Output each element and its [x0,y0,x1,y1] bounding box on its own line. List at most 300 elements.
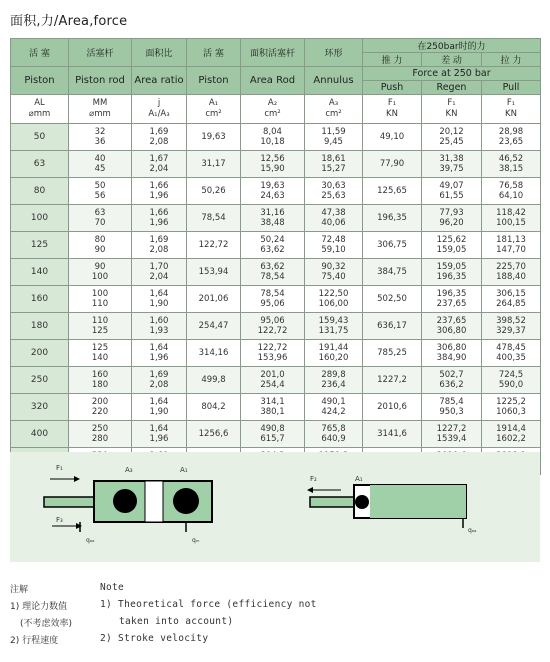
cell-piston: 320 [11,394,69,421]
cell-piston: 200 [11,340,69,367]
cell-a2 [241,367,305,394]
cell-regen [422,394,482,421]
cell-regen [422,232,482,259]
cell-value: 2,08 [149,380,169,390]
header-area-rod-cn: 面积活塞杆 [241,39,305,67]
cell-regen [422,151,482,178]
cell-pull [482,151,541,178]
cell-value: 289,8 [321,370,346,380]
unit-symbol: F₁ [447,98,456,108]
cell-value: 90 [94,262,106,272]
cell-regen [422,205,482,232]
table-row [11,232,541,259]
cell-value: 236,4 [321,380,346,390]
cell-pull [482,205,541,232]
unit-cell [241,95,305,124]
cell-value: 1,90 [149,407,169,417]
cell-pull [482,232,541,259]
cell-value: 200 [91,397,109,407]
cell-pull [482,394,541,421]
cell-value: 122,72 [257,326,288,336]
cell-value: 106,00 [318,299,349,309]
cell-rod [69,232,132,259]
unit-measure: ⌀mm [89,109,111,119]
cell-value: 25,63 [321,191,346,201]
cell-value: 1060,3 [496,407,526,417]
unit-measure: ⌀mm [28,109,51,119]
note-1-cn-sub: (不考虑效率) [20,619,73,629]
notes-heading-en: Note [100,582,125,593]
cell-value: 398,52 [496,316,526,326]
cell-value: 8,04 [263,127,282,137]
cell-value: 1,66 [149,181,169,191]
cell-a1: 254,47 [187,313,241,340]
cell-a2 [241,340,305,367]
cell-value: 424,2 [321,407,346,417]
cell-value: 70 [94,218,106,228]
cell-value: 122,72 [257,343,288,353]
cell-pull [482,313,541,340]
cell-push: 77,90 [363,151,422,178]
cell-a3 [305,421,363,448]
cell-a3 [305,394,363,421]
unit-cell [363,95,422,124]
header-row-chinese [11,39,541,53]
cell-value: 63,62 [260,262,285,272]
cell-a1: 804,2 [187,394,241,421]
unit-measure: KN [445,109,458,119]
cell-value: 18,61 [321,154,346,164]
cell-value: 160 [91,370,109,380]
cell-value: 63 [94,208,106,218]
cell-value: 9,45 [324,137,343,147]
cell-value: 2,08 [149,245,169,255]
cell-value: 36 [94,137,106,147]
cell-push: 384,75 [363,259,422,286]
cell-a2 [241,313,305,340]
units-row [11,95,541,124]
cell-value: 306,80 [436,343,467,353]
cell-value: 1227,2 [436,424,467,434]
cell-value: 181,13 [496,235,526,245]
cell-value: 1,70 [149,262,169,272]
cell-a1: 201,06 [187,286,241,313]
cell-piston: 250 [11,367,69,394]
cell-value: 280 [91,434,109,444]
cell-piston: 180 [11,313,69,340]
unit-symbol: j [157,98,161,108]
cell-value: 77,93 [439,208,464,218]
cell-value: 1,64 [149,424,169,434]
header-rod-cn: 活塞杆 [69,39,132,67]
cell-value: 1,60 [149,316,169,326]
cell-value: 45 [94,164,106,174]
unit-measure: KN [505,109,517,119]
cell-value: 56 [94,191,106,201]
cell-a2 [241,232,305,259]
f2-arrow-head [307,487,313,493]
unit-measure: cm² [264,109,281,119]
cell-value: 1,64 [149,289,169,299]
cell-value: 23,65 [498,137,524,147]
unit-cell [422,95,482,124]
cell-value: 50,24 [260,235,285,245]
cell-value: 636,2 [439,380,464,390]
header-piston-en: Piston [11,67,69,95]
cell-value: 40,06 [321,218,346,228]
cell-value: 95,06 [260,316,285,326]
cell-value: 1,69 [149,127,169,137]
cell-value: 785,4 [439,397,464,407]
cylinder-diagram [10,452,540,562]
cell-value: 50 [94,181,106,191]
left-piston-seal [173,488,199,514]
cell-a1: 153,94 [187,259,241,286]
cell-ratio [132,394,187,421]
cell-value: 31,38 [439,154,464,164]
cell-ratio [132,151,187,178]
unit-symbol: A₃ [328,98,339,108]
cell-piston: 100 [11,205,69,232]
cell-value: 237,65 [436,299,467,309]
cell-value: 110 [91,299,109,309]
header-push-cn: 推 力 [363,53,422,67]
cell-regen [422,286,482,313]
table-row [11,313,541,340]
cell-value: 59,10 [321,245,346,255]
cell-value: 191,44 [318,343,349,353]
cell-value: 1,93 [149,326,169,336]
cell-rod [69,394,132,421]
cell-value: 1,66 [149,208,169,218]
unit-symbol: F₁ [387,98,397,108]
label-qm: qₘ [192,537,200,544]
cell-a3 [305,313,363,340]
cell-ratio [132,286,187,313]
cell-value: 118,42 [496,208,526,218]
cell-piston: 160 [11,286,69,313]
cell-regen [422,340,482,367]
header-piston-cn: 活 塞 [11,39,69,67]
cell-value: 188,40 [496,272,526,282]
cell-piston: 80 [11,178,69,205]
cell-value: 250 [91,424,109,434]
cell-value: 615,7 [260,434,285,444]
cell-value: 12,56 [260,154,285,164]
cell-value: 90 [94,245,106,255]
cell-value: 28,98 [498,127,524,137]
note-1-en-sub: taken into account) [119,616,234,627]
cell-value: 76,58 [498,181,524,191]
cell-value: 122,50 [318,289,349,299]
cell-value: 1539,4 [436,434,467,444]
cell-value: 180 [91,380,109,390]
cell-value: 1225,2 [496,397,526,407]
cell-value: 75,40 [321,272,346,282]
header-push-en: Push [363,81,422,95]
cell-regen [422,313,482,340]
cell-value: 2,04 [149,272,169,282]
unit-measure: KN [386,109,398,119]
unit-measure: cm² [325,109,342,119]
cell-a3 [305,151,363,178]
unit-symbol: AL [34,98,45,108]
cell-piston: 50 [11,124,69,151]
cell-value: 1914,4 [496,424,526,434]
left-cylinder-gap [145,481,163,522]
unit-symbol: MM [92,98,108,108]
cell-value: 63,62 [260,245,285,255]
cell-value: 306,80 [436,326,467,336]
cell-value: 1,96 [149,218,169,228]
note-2-cn: 2) 行程速度 [10,636,59,646]
unit-cell [69,95,132,124]
cell-value: 31,16 [260,208,285,218]
cell-push: 306,75 [363,232,422,259]
cell-value: 147,70 [496,245,526,255]
cell-push: 1227,2 [363,367,422,394]
cell-value: 400,35 [496,353,526,363]
cell-a2 [241,394,305,421]
label-f2: F₂ [310,475,317,483]
cell-rod [69,340,132,367]
cell-value: 61,55 [439,191,464,201]
cell-value: 1,69 [149,370,169,380]
cell-value: 100 [91,289,109,299]
cell-value: 38,15 [498,164,524,174]
cell-a3 [305,286,363,313]
cell-regen [422,367,482,394]
unit-cell [482,95,541,124]
cell-rod [69,178,132,205]
cell-a2 [241,151,305,178]
cell-value: 2,08 [149,137,169,147]
table-row [11,151,541,178]
cell-value: 125 [91,343,109,353]
cell-pull [482,421,541,448]
header-row-english [11,67,541,81]
right-piston-seal [355,495,369,509]
cell-value: 39,75 [439,164,464,174]
header-force-group-cn: 在250bar时的力 [363,39,541,53]
header-area-piston-cn: 活 塞 [187,39,241,67]
cell-value: 225,70 [496,262,526,272]
header-force-group-en: Force at 250 bar [363,67,541,81]
cell-rod [69,313,132,340]
table-row [11,286,541,313]
cell-push: 125,65 [363,178,422,205]
cell-value: 196,35 [436,272,467,282]
cell-value: 131,75 [318,326,349,336]
cell-value: 1,96 [149,353,169,363]
header-annulus-en: Annulus [305,67,363,95]
cell-value: 140 [91,353,109,363]
unit-cell [132,95,187,124]
cell-value: 160,20 [318,353,349,363]
cell-push: 49,10 [363,124,422,151]
label-a1-left: A₁ [180,466,188,474]
cell-pull [482,124,541,151]
cell-value: 159,05 [436,262,467,272]
cell-ratio [132,340,187,367]
cell-ratio [132,178,187,205]
unit-symbol: A₂ [267,98,278,108]
table-row [11,340,541,367]
table-row [11,421,541,448]
cell-ratio [132,421,187,448]
cell-a1: 50,26 [187,178,241,205]
cell-value: 159,05 [436,245,467,255]
cell-value: 384,90 [436,353,467,363]
header-area-piston-en: Piston [187,67,241,95]
cell-value: 64,10 [498,191,524,201]
cell-value: 125,62 [436,235,467,245]
cell-value: 78,54 [260,272,285,282]
cell-piston: 400 [11,421,69,448]
cell-a1: 122,72 [187,232,241,259]
f3-arrow-head [76,523,82,529]
cell-a3 [305,340,363,367]
left-rod-seal [113,489,137,513]
cell-value: 15,90 [260,164,285,174]
cell-value: 40 [94,154,106,164]
cell-a3 [305,232,363,259]
cell-pull [482,286,541,313]
table-row [11,394,541,421]
cell-value: 264,85 [496,299,526,309]
cell-a1: 78,54 [187,205,241,232]
cell-value: 80 [94,235,106,245]
cell-value: 159,43 [318,316,349,326]
cell-value: 32 [94,127,106,137]
header-pull-en: Pull [482,81,541,95]
cell-value: 38,48 [260,218,285,228]
cell-value: 95,06 [260,299,285,309]
cell-a3 [305,124,363,151]
cell-value: 201,0 [260,370,285,380]
header-regen-en: Regen [422,81,482,95]
cell-ratio [132,367,187,394]
cell-value: 196,35 [436,289,467,299]
label-qaa-right: qₐₐ [468,527,477,534]
cell-push: 785,25 [363,340,422,367]
cell-value: 110 [91,316,109,326]
area-force-table [10,38,541,475]
label-f3: F₃ [56,516,63,524]
label-a3: A₃ [125,466,133,474]
unit-symbol: A₁ [208,98,219,108]
f1-arrow-head [74,476,80,482]
cell-value: 100,15 [496,218,526,228]
cell-value: 96,20 [439,218,464,228]
cell-value: 49,07 [439,181,464,191]
note-1-cn: 1) 理论力数值 [10,602,68,612]
cell-piston: 63 [11,151,69,178]
cell-value: 380,1 [260,407,285,417]
label-a1-right: A₁ [355,475,363,483]
cell-value: 90,32 [321,262,346,272]
cell-value: 24,63 [260,191,285,201]
right-piston-rod [310,497,360,507]
cell-rod [69,421,132,448]
cell-a1: 314,16 [187,340,241,367]
cell-value: 125 [91,326,109,336]
cell-value: 19,63 [260,181,285,191]
cell-ratio [132,259,187,286]
cell-value: 237,65 [436,316,467,326]
cell-value: 478,45 [496,343,526,353]
cell-a2 [241,286,305,313]
cell-value: 724,5 [498,370,524,380]
cell-push: 196,35 [363,205,422,232]
cell-value: 314,1 [260,397,285,407]
cell-a1: 1256,6 [187,421,241,448]
cell-a1: 31,17 [187,151,241,178]
header-ratio-en: Area ratio [132,67,187,95]
cell-pull [482,178,541,205]
right-cylinder-fill [370,485,466,518]
note-1-en: 1) Theoretical force (efficiency not [100,599,317,610]
cell-value: 1,69 [149,235,169,245]
unit-measure: cm² [205,109,222,119]
note-2-en: 2) Stroke velocity [100,633,209,644]
cell-value: 47,38 [321,208,346,218]
table-row [11,259,541,286]
cell-a2 [241,259,305,286]
cell-push: 3141,6 [363,421,422,448]
cell-rod [69,151,132,178]
cell-rod [69,286,132,313]
unit-symbol: F₁ [506,98,516,108]
cell-value: 20,12 [439,127,464,137]
cell-piston: 140 [11,259,69,286]
cell-value: 1602,2 [496,434,526,444]
cell-a2 [241,421,305,448]
left-cylinder-diagram [44,464,212,544]
cell-rod [69,124,132,151]
label-f1: F₁ [56,464,63,472]
cell-a1: 499,8 [187,367,241,394]
cell-a3 [305,367,363,394]
header-annulus-cn: 环形 [305,39,363,67]
cell-value: 46,52 [498,154,524,164]
notes-heading-cn: 注解 [10,585,29,595]
cell-a2 [241,205,305,232]
cell-value: 153,96 [257,353,288,363]
cell-rod [69,367,132,394]
cell-value: 1,96 [149,191,169,201]
table-row [11,124,541,151]
page-title: 面积,力/Area,force [10,14,128,29]
cell-value: 100 [91,272,109,282]
cell-ratio [132,232,187,259]
cell-push: 2010,6 [363,394,422,421]
cell-value: 1,96 [149,434,169,444]
header-rod-en: Piston rod [69,67,132,95]
table-row [11,367,541,394]
cell-push: 636,17 [363,313,422,340]
cell-value: 30,63 [321,181,346,191]
cell-value: 502,7 [439,370,464,380]
header-area-rod-en: Area Rod [241,67,305,95]
cell-a3 [305,178,363,205]
cell-value: 950,3 [439,407,464,417]
label-qaa-left: qₐₐ [86,537,95,544]
cell-value: 78,54 [260,289,285,299]
cell-value: 1,90 [149,299,169,309]
cell-a1: 19,63 [187,124,241,151]
cell-rod [69,259,132,286]
